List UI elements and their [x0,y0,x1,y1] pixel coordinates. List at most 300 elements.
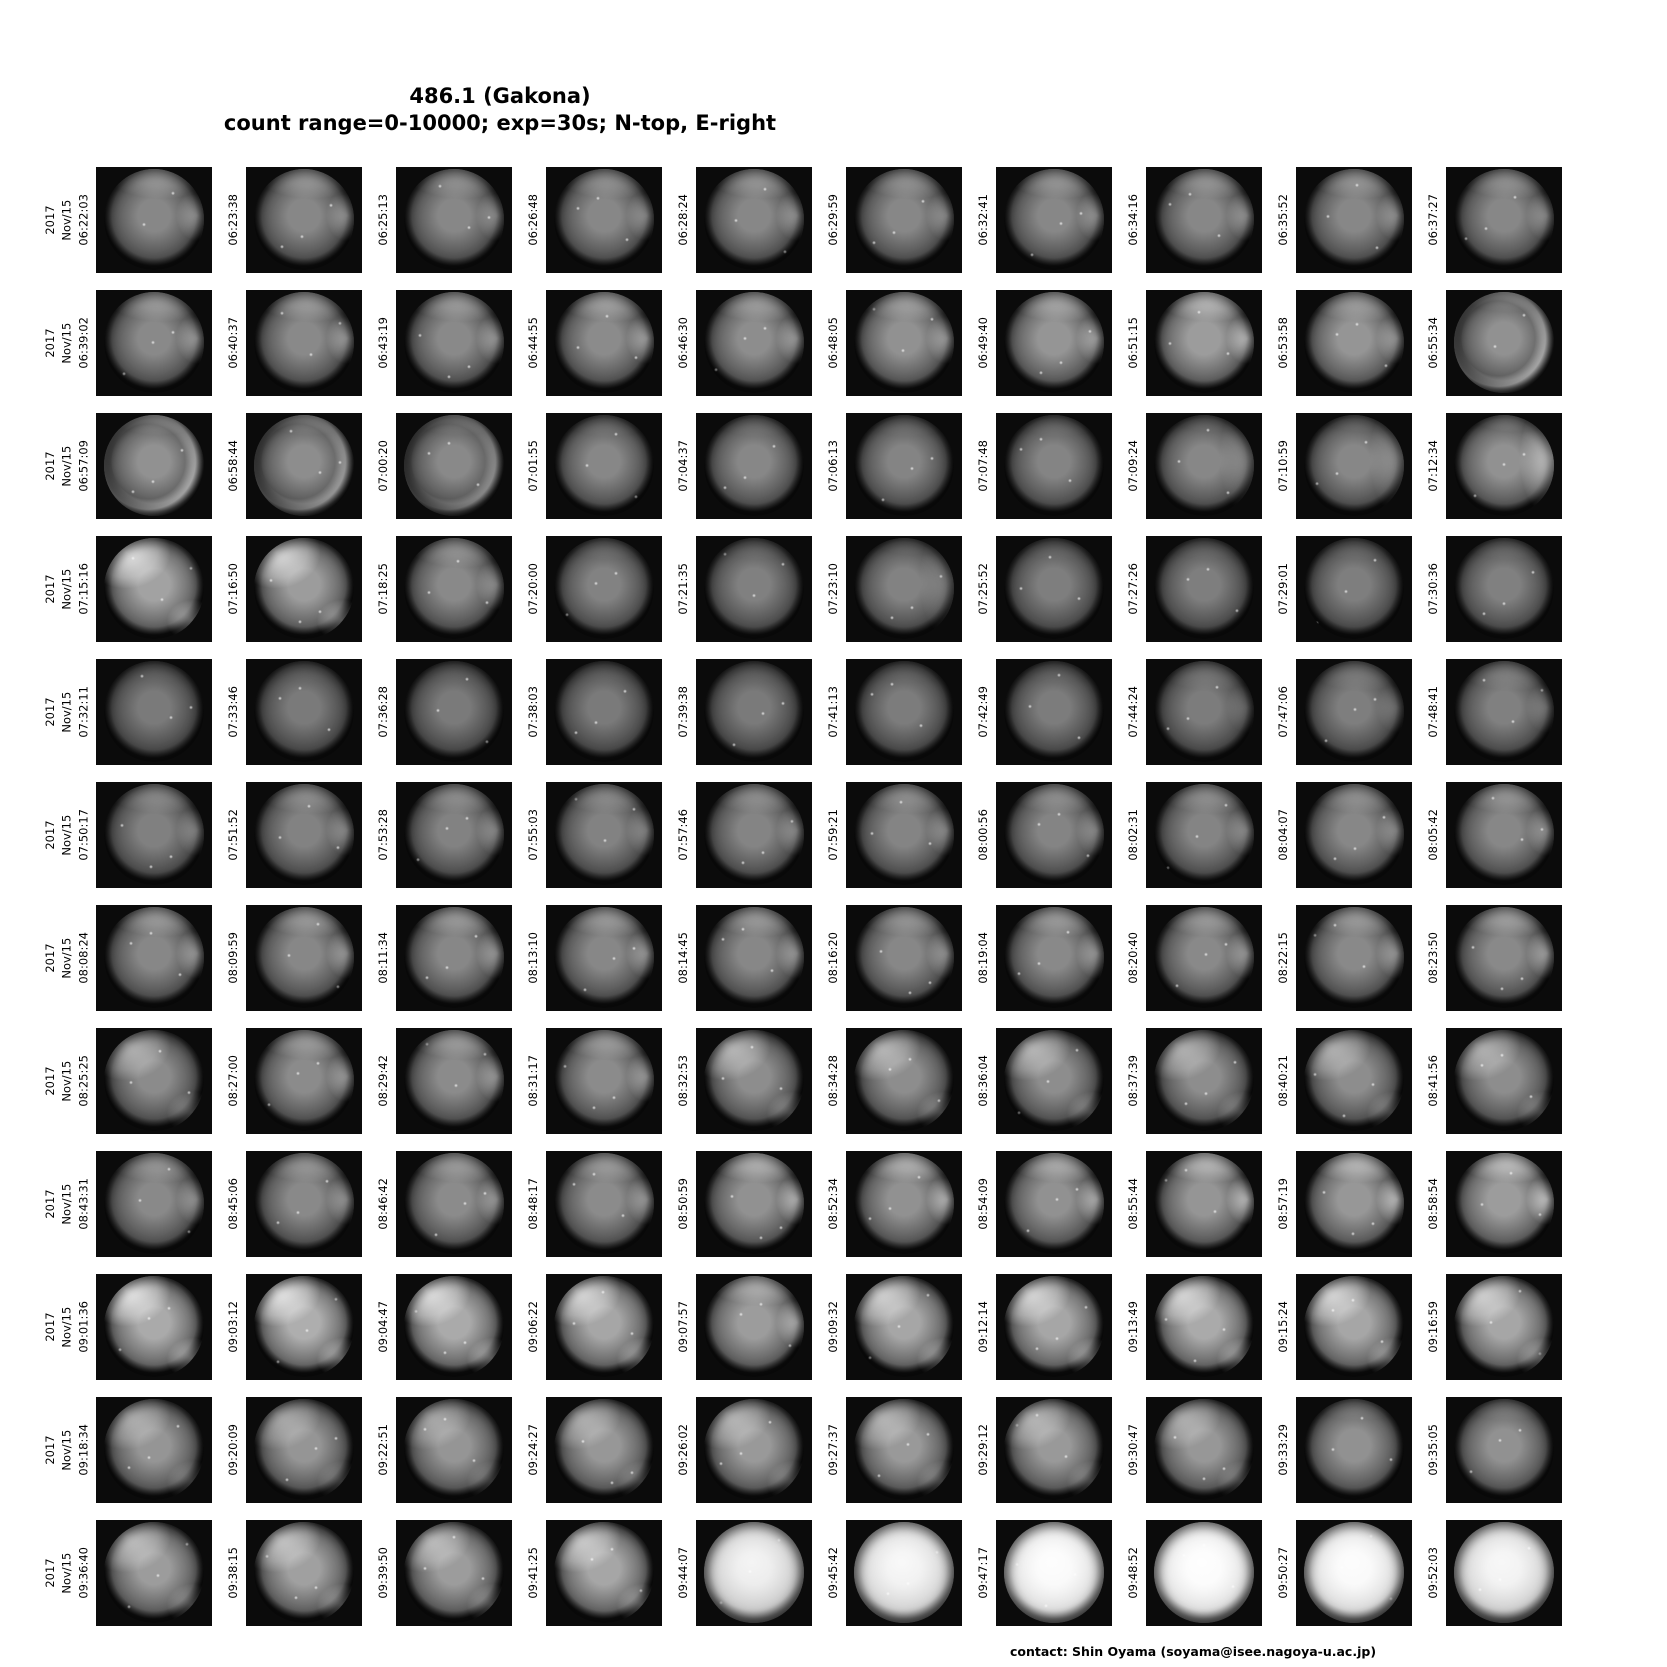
frame-time: 06:23:38 [226,193,241,246]
frame-timestamp [375,317,392,369]
frame-timestamp [975,563,992,615]
frame-timestamp [525,686,542,738]
allsky-disk [1304,538,1404,639]
allsky-disk [404,1153,504,1254]
allsky-disk [854,1522,954,1623]
allsky-disk [254,415,354,516]
frame-date-year: 2017 [42,1065,57,1096]
allsky-frame [546,413,662,519]
allsky-disk [1004,1522,1104,1623]
montage-cell [1112,527,1262,650]
allsky-disk [1304,292,1404,393]
allsky-frame [1146,1520,1262,1626]
allsky-disk [1304,1153,1404,1254]
montage-cell [1112,896,1262,1019]
allsky-frame [696,167,812,273]
frame-time: 09:15:24 [1276,1300,1291,1353]
allsky-frame [696,1520,812,1626]
frame-time: 08:37:39 [1126,1054,1141,1107]
allsky-frame [996,1274,1112,1380]
frame-timestamp [42,194,92,246]
frame-time: 07:38:03 [526,685,541,738]
allsky-disk [1004,1276,1104,1377]
frame-timestamp [675,686,692,738]
allsky-disk [854,169,954,270]
allsky-disk [404,784,504,885]
montage-cell [1262,650,1412,773]
frame-timestamp [825,1055,842,1107]
allsky-frame [1446,905,1562,1011]
frame-timestamp [375,1055,392,1107]
frame-timestamp [225,1055,242,1107]
frame-timestamp [525,809,542,861]
frame-time: 08:22:15 [1276,931,1291,984]
montage-cell [1262,1511,1412,1634]
frame-time: 06:34:16 [1126,193,1141,246]
allsky-frame [846,1274,962,1380]
allsky-frame [1296,782,1412,888]
allsky-frame [546,536,662,642]
allsky-frame [1296,413,1412,519]
montage-cell [1262,896,1412,1019]
allsky-frame [846,659,962,765]
figure-subtitle: count range=0-10000; exp=30s; N-top, E-right [223,111,777,136]
frame-date-year: 2017 [42,942,57,973]
frame-timestamp [825,194,842,246]
montage-cell [30,1142,212,1265]
allsky-disk [1454,661,1554,762]
allsky-disk [704,415,804,516]
allsky-disk [854,907,954,1008]
frame-time: 09:13:49 [1126,1300,1141,1353]
allsky-frame [246,167,362,273]
allsky-frame [546,1028,662,1134]
montage-cell [812,1511,962,1634]
frame-timestamp [1125,1178,1142,1230]
frame-time: 07:36:28 [376,685,391,738]
frame-date-day: Nov/15 [59,445,74,486]
allsky-disk [1454,1276,1554,1377]
frame-timestamp [42,686,92,738]
allsky-disk [554,1522,654,1623]
frame-time: 07:42:49 [976,685,991,738]
frame-time: 08:31:17 [526,1054,541,1107]
allsky-disk [1304,1030,1404,1131]
allsky-disk [1304,1399,1404,1500]
frame-timestamp [375,1547,392,1599]
allsky-frame [996,1151,1112,1257]
frame-timestamp [675,440,692,492]
montage-cell [212,281,362,404]
allsky-frame [696,1151,812,1257]
allsky-frame [1446,536,1562,642]
frame-time: 08:02:31 [1126,808,1141,861]
frame-time: 09:16:59 [1426,1300,1441,1353]
montage-cell [1412,1511,1562,1634]
frame-time: 07:01:55 [526,439,541,492]
frame-timestamp [825,1424,842,1476]
frame-time: 07:10:59 [1276,439,1291,492]
frame-time: 06:53:58 [1276,316,1291,369]
frame-date-day: Nov/15 [59,1183,74,1224]
frame-time: 08:32:53 [676,1054,691,1107]
frame-timestamp [825,1178,842,1230]
frame-time: 08:19:04 [976,931,991,984]
allsky-disk [554,415,654,516]
frame-date-year: 2017 [42,1434,57,1465]
allsky-disk [1154,661,1254,762]
frame-time: 08:57:19 [1276,1177,1291,1230]
montage-cell [662,1511,812,1634]
frame-time: 07:16:50 [226,562,241,615]
allsky-frame [396,1274,512,1380]
figure-title: 486.1 (Gakona) [409,84,591,108]
montage-cell [212,404,362,527]
allsky-frame [246,1520,362,1626]
allsky-disk [1304,784,1404,885]
frame-time: 09:06:22 [526,1300,541,1353]
allsky-frame [546,1397,662,1503]
allsky-disk [104,784,204,885]
allsky-disk [704,1276,804,1377]
frame-time: 09:50:27 [1276,1546,1291,1599]
frame-timestamp [1275,1424,1292,1476]
allsky-frame [1296,1151,1412,1257]
frame-timestamp [675,1424,692,1476]
allsky-frame [246,659,362,765]
allsky-frame [396,290,512,396]
allsky-frame [846,1151,962,1257]
allsky-frame [696,536,812,642]
allsky-disk [104,415,204,516]
frame-time: 08:40:21 [1276,1054,1291,1107]
frame-timestamp [1125,809,1142,861]
frame-timestamp [1275,809,1292,861]
frame-timestamp [975,1055,992,1107]
frame-time: 07:41:13 [826,685,841,738]
frame-timestamp [675,317,692,369]
frame-time: 09:07:57 [676,1300,691,1353]
montage-cell [212,1388,362,1511]
frame-time: 06:28:24 [676,193,691,246]
frame-timestamp [42,1424,92,1476]
montage-cell [962,404,1112,527]
frame-timestamp [42,809,92,861]
frame-date-year: 2017 [42,204,57,235]
frame-timestamp [1275,317,1292,369]
allsky-disk [1154,784,1254,885]
frame-time: 07:55:03 [526,808,541,861]
allsky-frame [996,905,1112,1011]
montage-cell [362,896,512,1019]
frame-timestamp [525,1301,542,1353]
frame-timestamp [525,563,542,615]
figure-header [224,84,776,135]
frame-timestamp [1125,317,1142,369]
allsky-disk [104,169,204,270]
frame-timestamp [225,932,242,984]
allsky-frame [996,167,1112,273]
frame-time: 09:24:27 [526,1423,541,1476]
frame-date-day: Nov/15 [59,568,74,609]
frame-timestamp [1275,1547,1292,1599]
allsky-frame [396,1028,512,1134]
allsky-disk [704,292,804,393]
montage-cell [512,1511,662,1634]
frame-timestamp [1125,1301,1142,1353]
allsky-disk [254,538,354,639]
frame-time: 07:59:21 [826,808,841,861]
montage-cell [662,1265,812,1388]
frame-date-year: 2017 [42,1557,57,1588]
montage-cell [962,773,1112,896]
frame-date-day: Nov/15 [59,199,74,240]
allsky-frame [846,536,962,642]
montage-cell [812,281,962,404]
allsky-frame [1296,1274,1412,1380]
allsky-disk [704,784,804,885]
montage-cell [212,773,362,896]
frame-time: 08:52:34 [826,1177,841,1230]
frame-time: 06:39:02 [76,316,91,369]
allsky-frame [96,1274,212,1380]
montage-cell [662,650,812,773]
allsky-disk [1454,1399,1554,1500]
allsky-frame [1296,167,1412,273]
montage-cell [662,1142,812,1265]
frame-timestamp [675,194,692,246]
frame-timestamp [1125,1547,1142,1599]
montage-row [30,1265,1562,1388]
montage-cell [662,527,812,650]
montage-cell [362,650,512,773]
allsky-frame [246,905,362,1011]
montage-cell [962,896,1112,1019]
allsky-frame [846,782,962,888]
montage-cell [362,1019,512,1142]
frame-time: 08:14:45 [676,931,691,984]
allsky-frame [546,659,662,765]
allsky-disk [1004,415,1104,516]
frame-date-day: Nov/15 [59,1060,74,1101]
montage-cell [30,650,212,773]
frame-timestamp [525,1547,542,1599]
frame-timestamp [825,440,842,492]
montage-cell [212,1142,362,1265]
frame-time: 07:09:24 [1126,439,1141,492]
montage-cell [662,281,812,404]
frame-timestamp [225,809,242,861]
montage-cell [662,158,812,281]
frame-timestamp [225,1547,242,1599]
frame-date-day: Nov/15 [59,1306,74,1347]
montage-cell [1262,158,1412,281]
frame-time: 07:15:16 [76,562,91,615]
frame-time: 06:49:40 [976,316,991,369]
allsky-disk [854,784,954,885]
montage-cell [362,1388,512,1511]
montage-cell [212,158,362,281]
frame-timestamp [1425,1055,1442,1107]
frame-timestamp [1125,194,1142,246]
frame-timestamp [525,317,542,369]
frame-time: 07:32:11 [76,685,91,738]
montage-row [30,281,1562,404]
montage-row [30,527,1562,650]
frame-time: 06:37:27 [1426,193,1441,246]
montage-cell [512,281,662,404]
montage-cell [812,1019,962,1142]
frame-timestamp [975,932,992,984]
allsky-montage-grid [30,158,1562,1634]
montage-cell [812,527,962,650]
frame-time: 09:35:05 [1426,1423,1441,1476]
frame-timestamp [675,932,692,984]
frame-time: 08:36:04 [976,1054,991,1107]
allsky-disk [1154,1030,1254,1131]
frame-time: 07:48:41 [1426,685,1441,738]
frame-time: 08:50:59 [676,1177,691,1230]
montage-cell [1412,404,1562,527]
allsky-disk [704,169,804,270]
montage-cell [812,773,962,896]
montage-cell [30,158,212,281]
allsky-disk [554,538,654,639]
allsky-disk [554,661,654,762]
allsky-frame [1446,1397,1562,1503]
frame-timestamp [525,1055,542,1107]
allsky-disk [104,1399,204,1500]
allsky-disk [254,292,354,393]
montage-cell [1112,281,1262,404]
allsky-disk [1004,169,1104,270]
montage-cell [812,896,962,1019]
allsky-frame [1296,1397,1412,1503]
montage-cell [212,1265,362,1388]
montage-cell [512,158,662,281]
allsky-frame [1146,1151,1262,1257]
frame-date-day: Nov/15 [59,322,74,363]
frame-timestamp [225,194,242,246]
allsky-disk [1004,784,1104,885]
frame-timestamp [975,1424,992,1476]
frame-date-year: 2017 [42,1311,57,1342]
frame-timestamp [1425,563,1442,615]
frame-timestamp [975,440,992,492]
frame-time: 06:55:34 [1426,316,1441,369]
frame-date-year: 2017 [42,450,57,481]
frame-timestamp [975,686,992,738]
frame-timestamp [42,1301,92,1353]
allsky-frame [1446,290,1562,396]
allsky-disk [1154,538,1254,639]
montage-row [30,1511,1562,1634]
frame-timestamp [975,809,992,861]
allsky-frame [1296,536,1412,642]
allsky-disk [854,538,954,639]
frame-time: 09:09:32 [826,1300,841,1353]
frame-time: 06:57:09 [76,439,91,492]
montage-cell [212,896,362,1019]
frame-timestamp [42,1055,92,1107]
allsky-frame [396,659,512,765]
frame-time: 08:58:54 [1426,1177,1441,1230]
frame-timestamp [525,1178,542,1230]
allsky-frame [246,413,362,519]
frame-time: 08:00:56 [976,808,991,861]
allsky-disk [554,907,654,1008]
frame-timestamp [1275,1178,1292,1230]
allsky-disk [404,1276,504,1377]
frame-time: 06:44:55 [526,316,541,369]
allsky-frame [696,782,812,888]
allsky-disk [1154,169,1254,270]
frame-time: 08:29:42 [376,1054,391,1107]
allsky-frame [396,1151,512,1257]
montage-cell [362,527,512,650]
frame-time: 07:50:17 [76,808,91,861]
allsky-frame [96,782,212,888]
allsky-disk [854,292,954,393]
montage-cell [962,527,1112,650]
allsky-disk [254,907,354,1008]
frame-timestamp [825,809,842,861]
allsky-frame [546,782,662,888]
frame-timestamp [525,194,542,246]
frame-timestamp [375,932,392,984]
montage-cell [362,404,512,527]
allsky-frame [1296,1520,1412,1626]
frame-timestamp [975,1301,992,1353]
frame-timestamp [525,1424,542,1476]
montage-cell [512,527,662,650]
montage-cell [1262,1388,1412,1511]
montage-row [30,404,1562,527]
frame-time: 06:26:48 [526,193,541,246]
allsky-disk [1304,415,1404,516]
allsky-disk [554,784,654,885]
frame-timestamp [825,686,842,738]
montage-cell [812,1388,962,1511]
frame-time: 09:27:37 [826,1423,841,1476]
montage-cell [1112,158,1262,281]
allsky-disk [1304,907,1404,1008]
montage-cell [812,1265,962,1388]
allsky-disk [104,661,204,762]
frame-time: 08:04:07 [1276,808,1291,861]
allsky-disk [554,169,654,270]
frame-date-year: 2017 [42,819,57,850]
montage-cell [30,281,212,404]
montage-cell [1112,1142,1262,1265]
frame-time: 08:48:17 [526,1177,541,1230]
montage-cell [212,650,362,773]
allsky-disk [1154,1276,1254,1377]
montage-cell [1412,773,1562,896]
allsky-frame [1146,290,1262,396]
allsky-disk [104,1522,204,1623]
allsky-disk [704,907,804,1008]
allsky-frame [696,659,812,765]
allsky-disk [1454,292,1554,393]
frame-time: 07:44:24 [1126,685,1141,738]
montage-row [30,1388,1562,1511]
frame-time: 06:51:15 [1126,316,1141,369]
allsky-disk [254,169,354,270]
allsky-disk [254,1276,354,1377]
frame-date-day: Nov/15 [59,1429,74,1470]
frame-timestamp [975,317,992,369]
